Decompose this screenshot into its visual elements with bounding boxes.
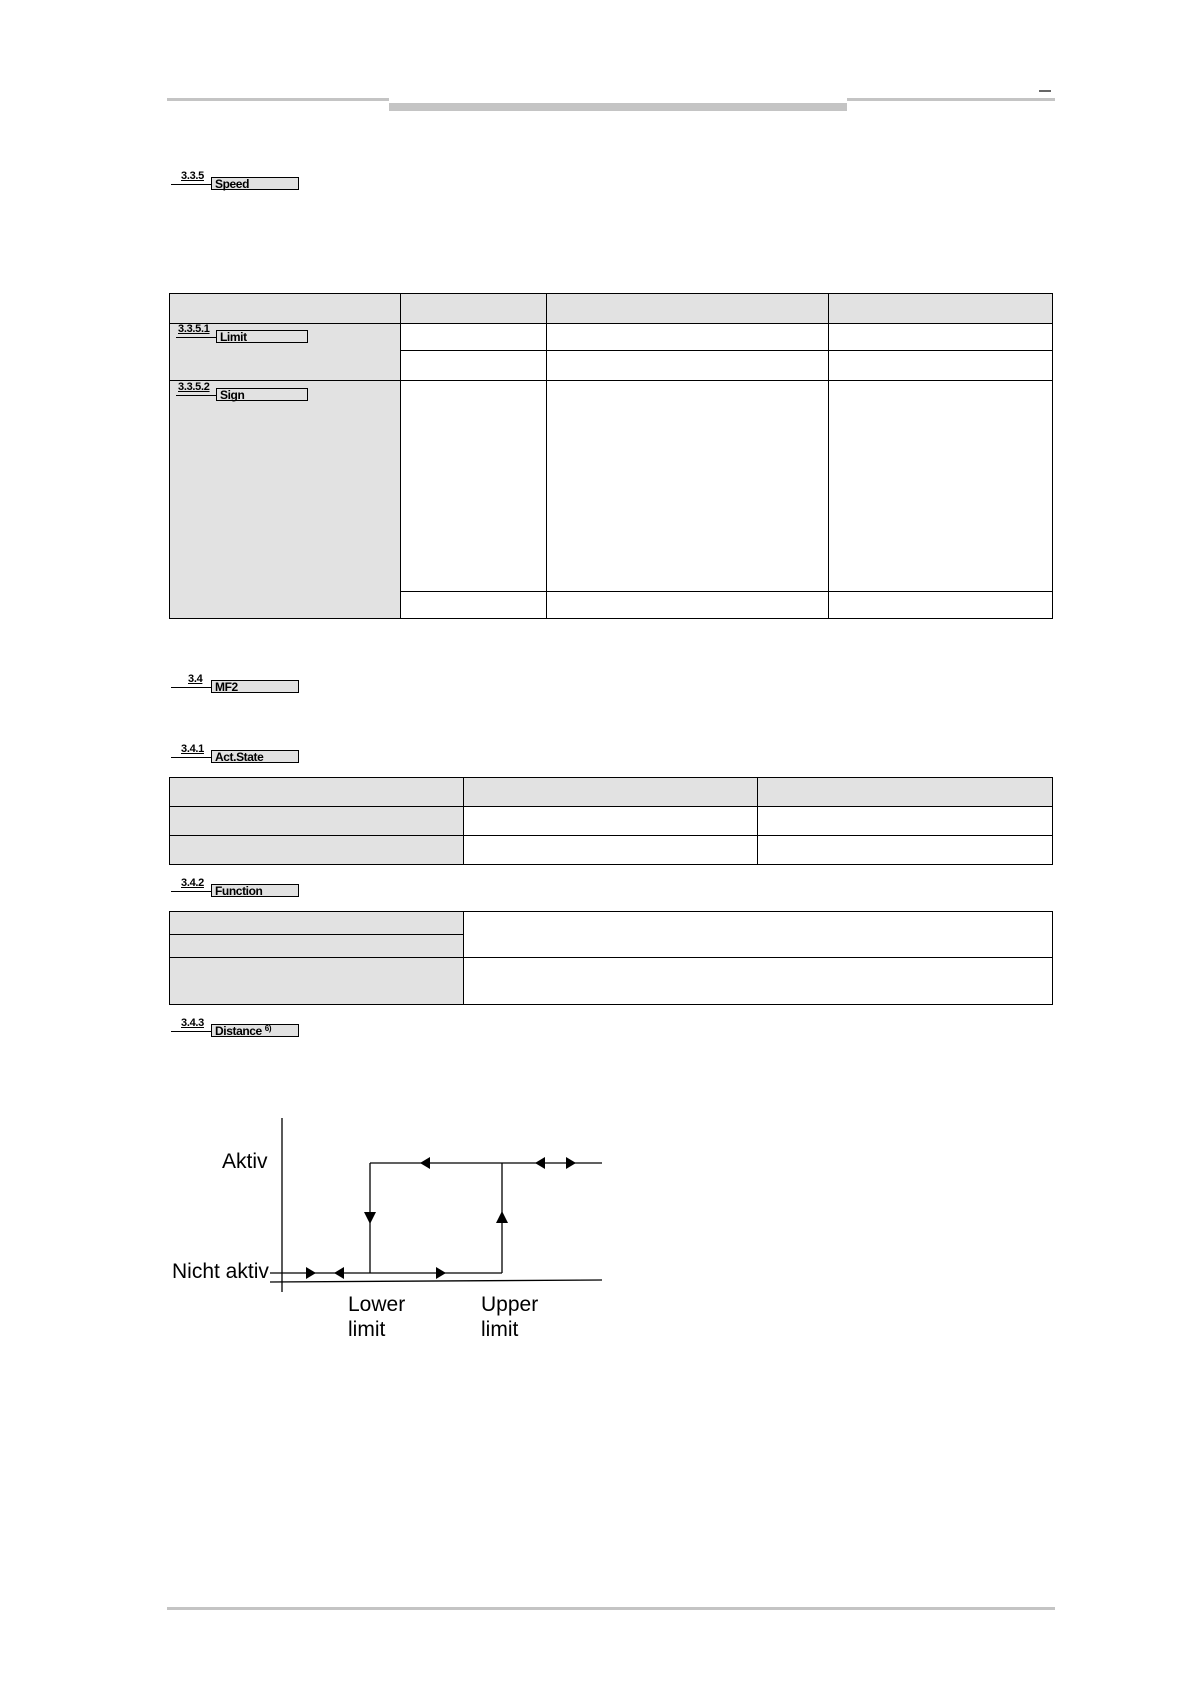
menu-label: Function xyxy=(211,884,299,897)
menu-label: Limit xyxy=(216,330,308,343)
diagram-label-upper: Upper xyxy=(481,1293,539,1316)
diagram-label-lower: Lower xyxy=(348,1293,406,1316)
diagram-label-active: Aktiv xyxy=(222,1150,268,1173)
menu-number: 3.3.5.2 xyxy=(178,381,210,393)
menu-label: Sign xyxy=(216,388,308,401)
diagram-arrow-up xyxy=(496,1211,508,1223)
menu-number: 3.4.2 xyxy=(181,877,204,889)
diagram-horizontal-axis xyxy=(270,1280,602,1282)
diagram-arrow-left-active xyxy=(535,1157,545,1169)
diagram-arrow-left-inactive xyxy=(334,1267,344,1279)
diagram-label-inactive: Nicht aktiv xyxy=(172,1260,269,1283)
menu-label: MF2 xyxy=(211,680,299,693)
diagram-label-upper-limit: limit xyxy=(481,1318,519,1341)
footnote-marker: 6) xyxy=(264,1024,272,1033)
diagram-arrow-right-inactive xyxy=(306,1267,316,1279)
menu-number: 3.4 xyxy=(188,673,203,685)
menu-number: 3.4.3 xyxy=(181,1017,204,1029)
diagram-label-lower-limit: limit xyxy=(348,1318,386,1341)
menu-label: Act.State xyxy=(211,750,299,763)
diagram-arrow-right-mid xyxy=(436,1267,446,1279)
menu-number: 3.4.1 xyxy=(181,743,204,755)
menu-number: 3.3.5.1 xyxy=(178,323,210,335)
menu-number: 3.3.5 xyxy=(181,170,204,182)
diagram-arrow-left-top xyxy=(420,1157,430,1169)
menu-label-text: Distance xyxy=(215,1024,262,1038)
diagram-arrow-right-active xyxy=(566,1157,576,1169)
diagram-arrow-down xyxy=(364,1212,376,1224)
menu-label: Speed xyxy=(211,177,299,190)
